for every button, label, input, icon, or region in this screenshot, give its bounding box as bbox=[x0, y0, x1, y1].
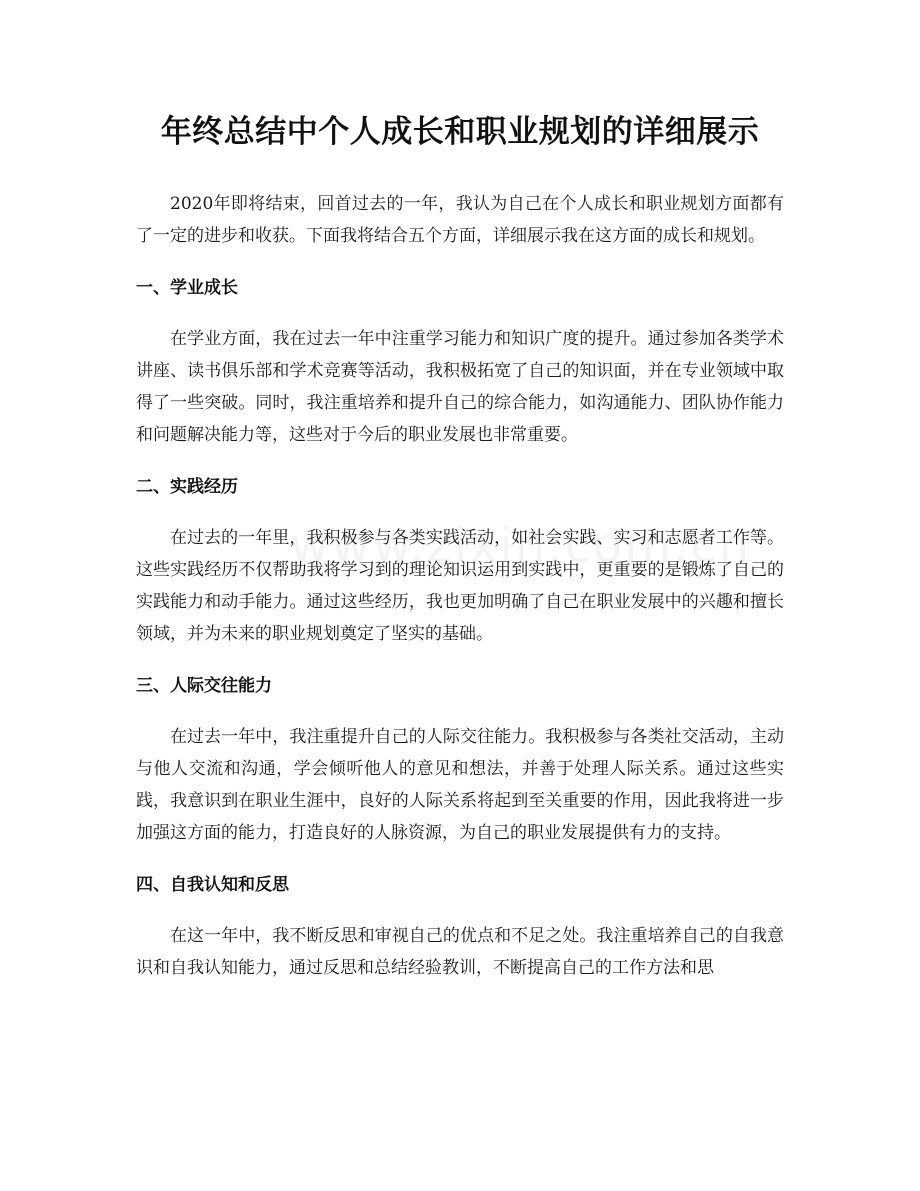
section-heading: 一、学业成长 bbox=[136, 278, 238, 298]
document-title: 年终总结中个人成长和职业规划的详细展示 bbox=[160, 114, 760, 150]
section-paragraph: 在这一年中，我不断反思和审视自己的优点和不足之处。我注重培养自己的自我意识和自我认知能力，通过反思和总结经验教训，不断提高自己的工作方法和思 bbox=[136, 926, 784, 978]
section-self-reflection bbox=[136, 869, 784, 984]
section-interpersonal bbox=[136, 670, 784, 849]
section-heading: 三、人际交往能力 bbox=[136, 676, 272, 696]
section-academic bbox=[136, 272, 784, 451]
section-heading: 四、自我认知和反思 bbox=[136, 875, 289, 895]
section-heading: 二、实践经历 bbox=[136, 477, 238, 497]
section-paragraph: 在过去的一年里，我积极参与各类实践活动，如社会实践、实习和志愿者工作等。这些实践经历不仅帮助我将学习到的理论知识运用到实践中，更重要的是锻炼了自己的实践能力和动手能力。通过这些经历，我也更加明确了自己在职业发展中的兴趣和擅长领域，并为未来的职业规划奠定了坚实的基础。 bbox=[136, 528, 784, 644]
section-paragraph: 在过去一年中，我注重提升自己的人际交往能力。我积极参与各类社交活动，主动与他人交流和沟通，学会倾听他人的意见和想法，并善于处理人际关系。通过这些实践，我意识到在职业生涯中，良好的人际关系将起到至关重要的作用，因此我将进一步加强这方面的能力，打造良好的人脉资源，为自己的职业发展提供有力的支持。 bbox=[136, 727, 784, 843]
section-paragraph: 在学业方面，我在过去一年中注重学习能力和知识广度的提升。通过参加各类学术讲座、读书俱乐部和学术竞赛等活动，我积极拓宽了自己的知识面，并在专业领域中取得了一些突破。同时，我注重培养和提升自己的综合能力，如沟通能力、团队协作能力和问题解决能力等，这些对于今后的职业发展也非常重要。 bbox=[136, 329, 784, 445]
section-practice bbox=[136, 471, 784, 650]
intro-paragraph: 2020年即将结束，回首过去的一年，我认为自己在个人成长和职业规划方面都有了一定的进步和收获。下面我将结合五个方面，详细展示我在这方面的成长和规划。 bbox=[136, 194, 784, 246]
